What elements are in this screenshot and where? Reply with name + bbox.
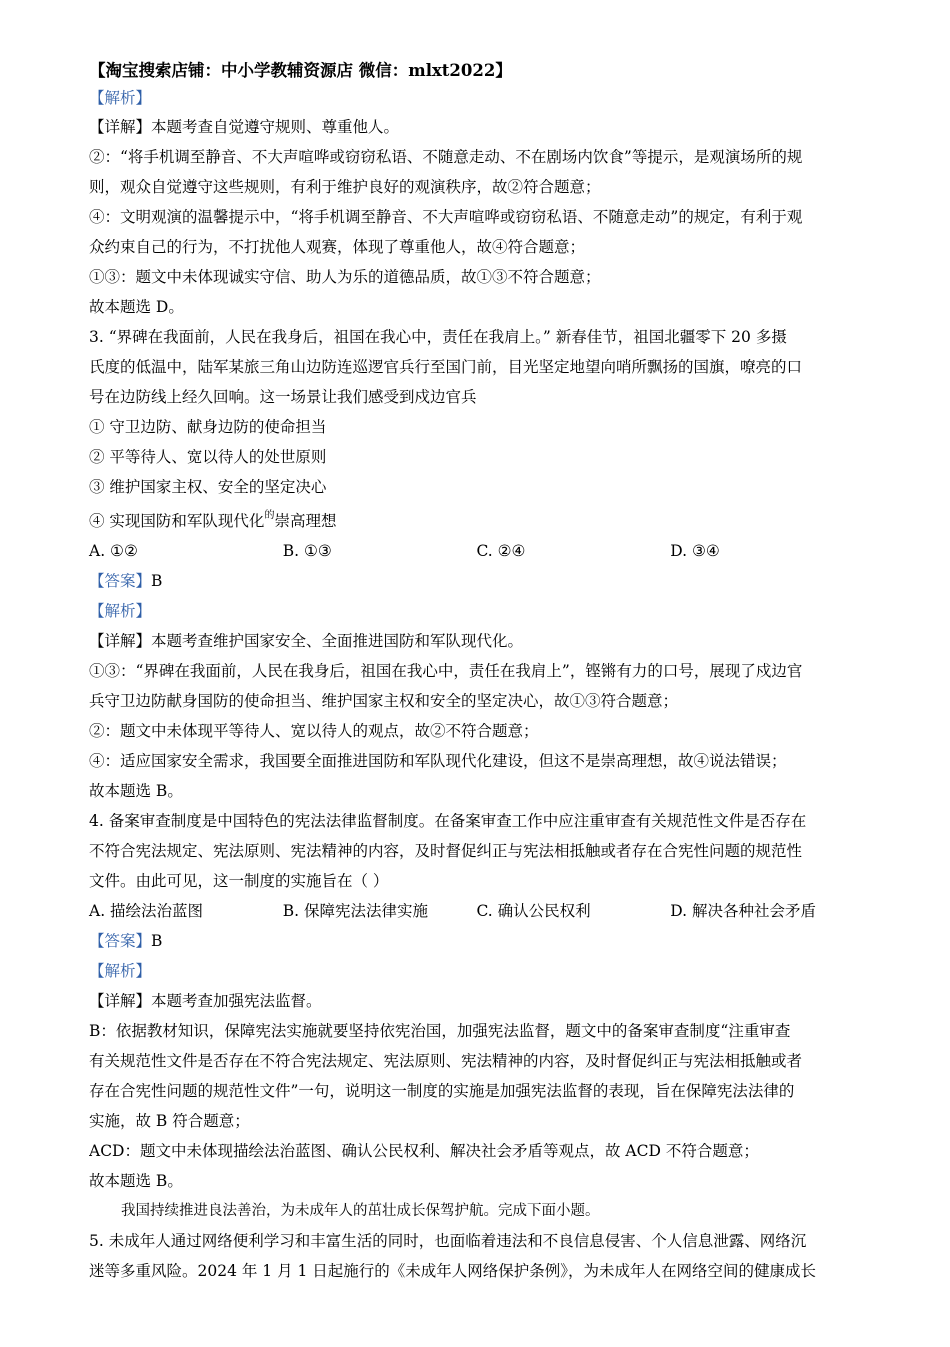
q2-analysis-tag: 【解析】	[89, 89, 152, 107]
store-header: 【淘宝搜索店铺：中小学教辅资源店 微信：mlxt2022】	[89, 61, 512, 80]
q3-stem-line: 号在边防线上经久回响。这一场景让我们感受到戍边官兵	[89, 388, 477, 406]
q3-analysis-tag: 【解析】	[89, 602, 152, 620]
document-page	[89, 58, 864, 1286]
q4-option-b: B. 保障宪法法律实施	[282, 902, 428, 920]
q5-stem-line: 5. 未成年人通过网络便利学习和丰富生活的同时，也面临着违法和不良信息侵害、个人信息泄露、网络沉	[89, 1232, 807, 1250]
q4-option-a: A. 描绘法治蓝图	[89, 902, 204, 920]
q3-item4-sup: 的	[264, 510, 275, 521]
q3-options	[89, 536, 864, 566]
q3-detail-line: 【详解】本题考查维护国家安全、全面推进国防和军队现代化。	[89, 632, 524, 650]
q3-option-b: B. ①③	[282, 542, 332, 560]
q2-detail-line: 众约束自己的行为，不打扰他人观赛，体现了尊重他人，故④符合题意；	[89, 238, 586, 256]
q4-options	[89, 896, 864, 926]
q3-option-a: A. ①②	[89, 542, 138, 560]
group-intro: 我国持续推进良法善治，为未成年人的茁壮成长保驾护航。完成下面小题。	[121, 1203, 600, 1219]
q4-detail-line: 有关规范性文件是否存在不符合宪法规定、宪法原则、宪法精神的内容，及时督促纠正与宪法相抵触或者	[89, 1052, 803, 1070]
q3-item: ① 守卫边防、献身边防的使命担当	[89, 418, 327, 436]
q2-detail-line: ②：“将手机调至静音、不大声喧哗或窃窃私语、不随意走动、不在剧场内饮食”等提示，是观演场所的规	[89, 148, 803, 166]
q2-detail-line: 故本题选 D。	[89, 298, 184, 316]
q4-detail-line: 【详解】本题考查加强宪法监督。	[89, 992, 322, 1010]
q4-stem-line: 不符合宪法规定、宪法原则、宪法精神的内容，及时督促纠正与宪法相抵触或者存在合宪性问题的规范性	[89, 842, 803, 860]
q4-analysis-tag: 【解析】	[89, 962, 152, 980]
q4-option-d: D. 解决各种社会矛盾	[670, 902, 816, 920]
q3-item: ② 平等待人、宽以待人的处世原则	[89, 448, 327, 466]
q4-stem-line: 文件。由此可见，这一制度的实施旨在（ ）	[89, 872, 389, 890]
q4-answer	[89, 926, 864, 956]
q3-option-d: D. ③④	[670, 542, 720, 560]
q3-item: ③ 维护国家主权、安全的坚定决心	[89, 478, 327, 496]
q3-stem-line: 氏度的低温中，陆军某旅三角山边防连巡逻官兵行至国门前，目光坚定地望向哨所飘扬的国旗，嘹亮的口	[89, 358, 803, 376]
q4-detail-line: 故本题选 B。	[89, 1172, 183, 1190]
q3-option-c: C. ②④	[476, 542, 526, 560]
q3-detail-line: 故本题选 B。	[89, 782, 183, 800]
q4-detail-line: 实施，故 B 符合题意；	[89, 1112, 250, 1130]
q3-detail-line: ④：适应国家安全需求，我国要全面推进国防和军队现代化建设，但这不是崇高理想，故④说法错误；	[89, 752, 787, 770]
q4-detail-line: ACD：题文中未体现描绘法治蓝图、确认公民权利、解决社会矛盾等观点，故 ACD 不符合题意；	[89, 1142, 759, 1160]
q3-item4-prefix: ④ 实现国防和军队现代化	[89, 512, 265, 530]
q2-detail-line: ④：文明观演的温馨提示中，“将手机调至静音、不大声喧哗或窃窃私语、不随意走动”的规定，有利于观	[89, 208, 803, 226]
q3-item4-suffix: 崇高理想	[274, 512, 337, 530]
q3-answer-tag: 【答案】	[89, 572, 152, 590]
q3-answer	[89, 566, 864, 596]
q5-stem-line: 迷等多重风险。2024 年 1 月 1 日起施行的《未成年人网络保护条例》，为未成年人在网络空间的健康成长	[89, 1262, 817, 1280]
q3-stem-line: 3. “界碑在我面前，人民在我身后，祖国在我心中，责任在我肩上。” 新春佳节，祖国北疆零下 20 多摄	[89, 328, 787, 346]
q4-answer-value: B	[151, 932, 163, 950]
q2-detail-line: 则，观众自觉遵守这些规则，有利于维护良好的观演秩序，故②符合题意；	[89, 178, 601, 196]
q4-answer-tag: 【答案】	[89, 932, 152, 950]
q3-detail-line: ①③：“界碑在我面前，人民在我身后，祖国在我心中，责任在我肩上”，铿锵有力的口号，展现了戍边官	[89, 662, 803, 680]
q4-detail-line: 存在合宪性问题的规范性文件”一句，说明这一制度的实施是加强宪法监督的表现，旨在保障宪法法律的	[89, 1082, 795, 1100]
q2-detail-line: ①③：题文中未体现诚实守信、助人为乐的道德品质，故①③不符合题意；	[89, 268, 601, 286]
q3-detail-line: 兵守卫边防献身国防的使命担当、维护国家主权和安全的坚定决心，故①③符合题意；	[89, 692, 679, 710]
q3-detail-line: ②：题文中未体现平等待人、宽以待人的观点，故②不符合题意；	[89, 722, 539, 740]
q2-detail-line: 【详解】本题考查自觉遵守规则、尊重他人。	[89, 118, 400, 136]
q4-detail-line: B：依据教材知识，保障宪法实施就要坚持依宪治国，加强宪法监督，题文中的备案审查制度“注重审查	[89, 1022, 791, 1040]
q3-item-4	[89, 502, 864, 536]
q3-answer-value: B	[151, 572, 163, 590]
q4-option-c: C. 确认公民权利	[476, 902, 591, 920]
q4-stem-line: 4. 备案审查制度是中国特色的宪法法律监督制度。在备案审查工作中应注重审查有关规范性文件是否存在	[89, 812, 807, 830]
